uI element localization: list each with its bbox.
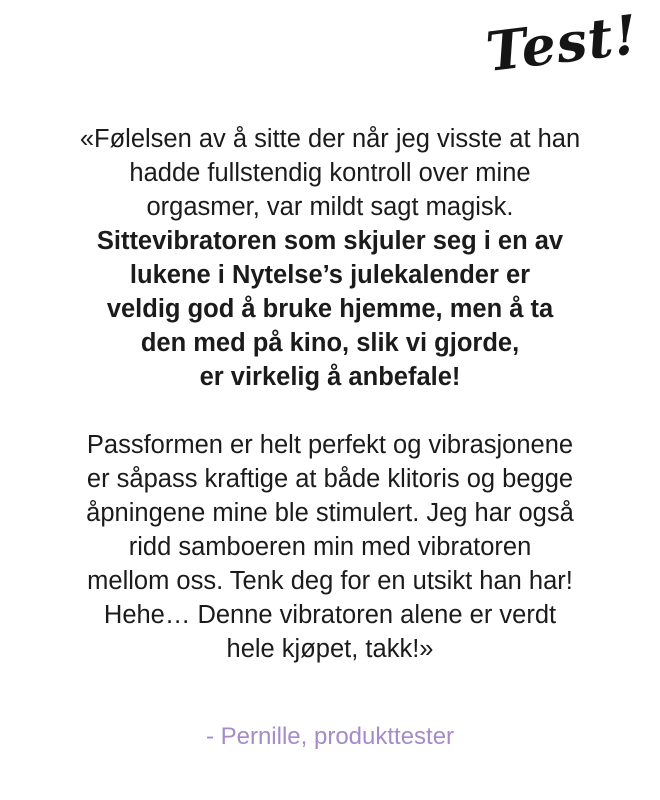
quote-line: ridd samboeren min med vibratoren (128, 533, 532, 561)
quote-line: åpningene mine ble stimulert. Jeg har også (86, 499, 574, 527)
quote-line: Passformen er helt perfekt og vibrasjonene (86, 431, 574, 459)
quote-attribution: - Pernille, produkttester (205, 723, 455, 750)
quote-line: Hehe… Denne vibratoren alene er verdt (103, 601, 557, 629)
quote-paragraph-2 (40, 428, 620, 666)
quote-line: «Følelsen av å sitte der når jeg visste at han (79, 125, 581, 153)
testimonial-quote (40, 122, 620, 666)
quote-highlight-line: den med på kino, slik vi gjorde, (140, 329, 520, 357)
quote-highlight-line: lukene i Nytelse’s julekalender er (129, 261, 531, 289)
quote-line: hadde fullstendig kontroll over mine (129, 159, 531, 187)
quote-line: hele kjøpet, takk!» (226, 635, 434, 663)
quote-line: er såpass kraftige at både klitoris og begge (86, 465, 574, 493)
test-stamp: Test! (482, 1, 642, 85)
quote-line: orgasmer, var mildt sagt magisk. (146, 193, 514, 221)
quote-highlight-line: er virkelig å anbefale! (199, 363, 461, 391)
quote-highlight-line: veldig god å bruke hjemme, men å ta (106, 295, 554, 323)
quote-line: mellom oss. Tenk deg for en utsikt han har! (87, 567, 573, 595)
quote-paragraph-1 (40, 122, 620, 394)
quote-highlight-line: Sittevibratoren som skjuler seg i en av (96, 227, 564, 255)
